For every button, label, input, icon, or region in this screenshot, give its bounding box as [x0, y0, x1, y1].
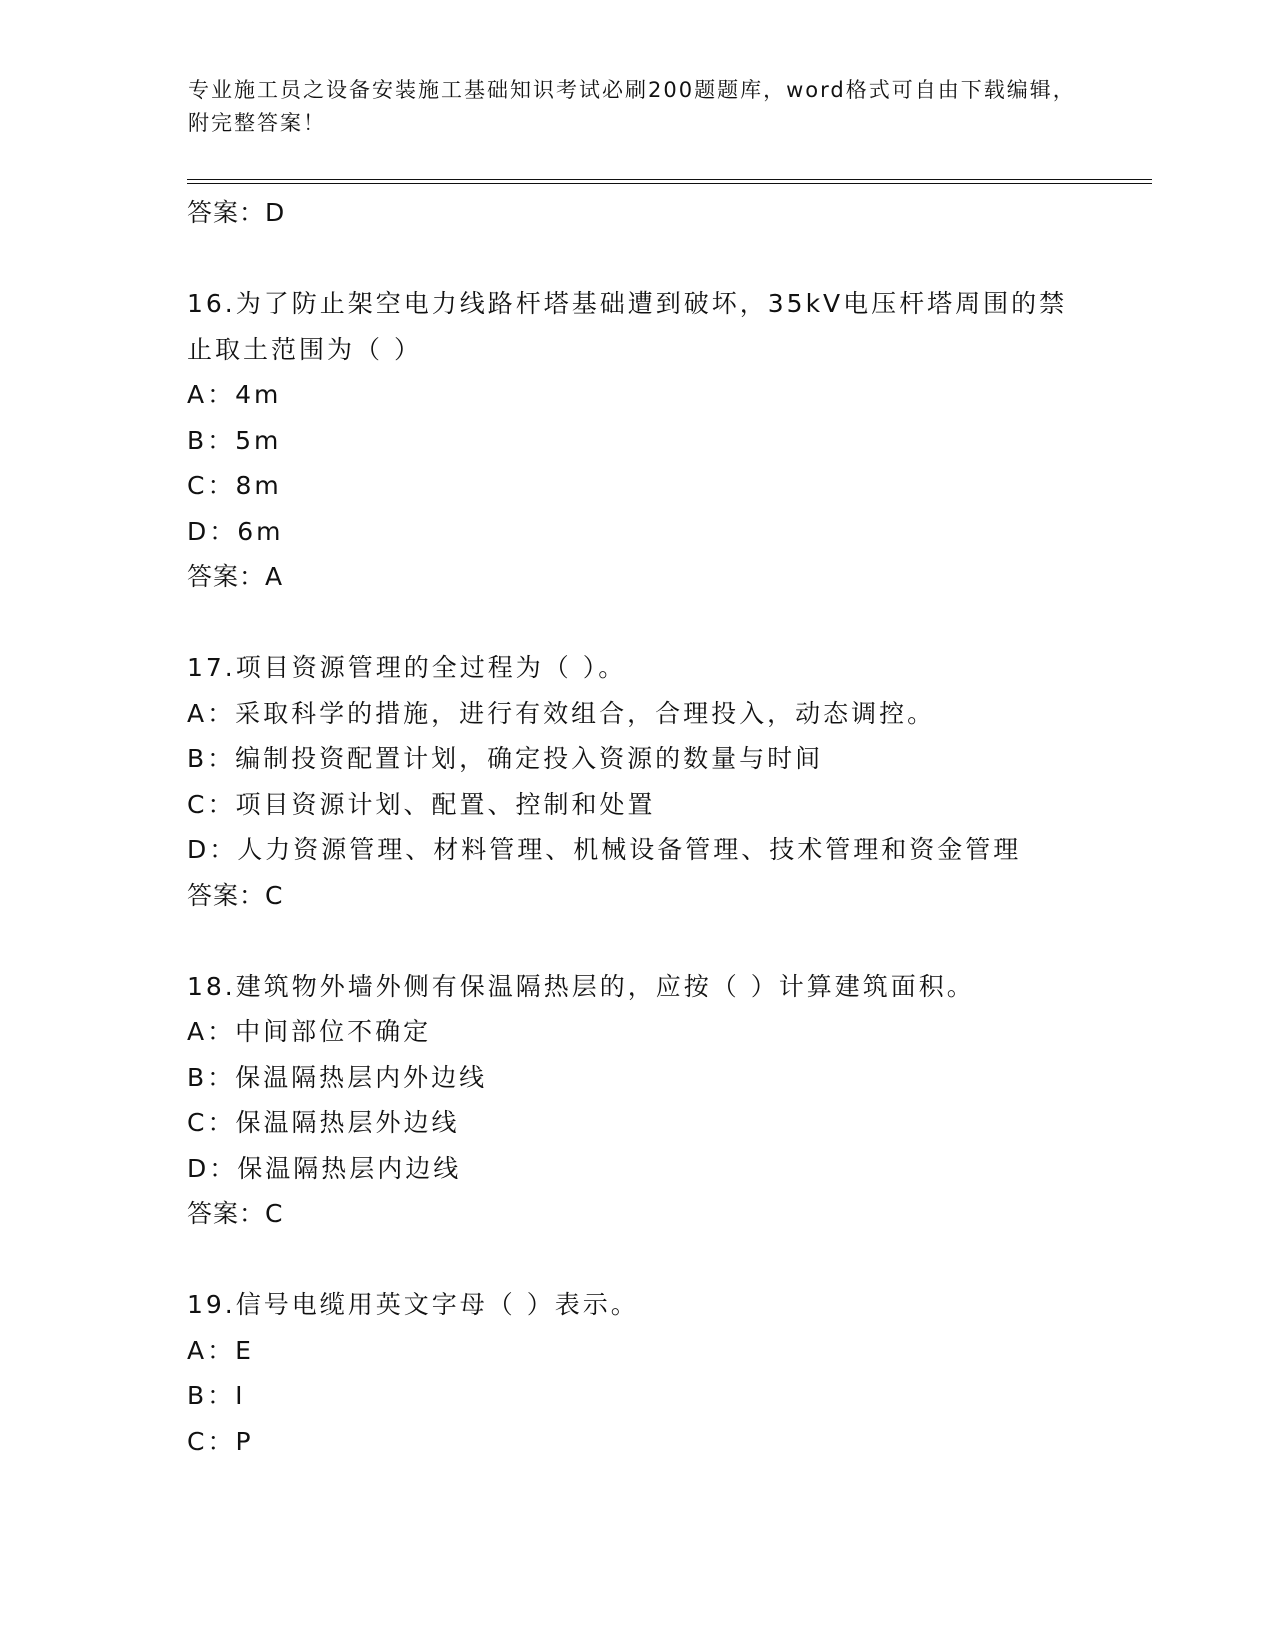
answer-label: 答案：D: [187, 198, 286, 227]
option-a: A：E: [187, 1335, 254, 1365]
question-17: [187, 645, 1147, 918]
option-c: C：项目资源计划、配置、控制和处置: [187, 789, 656, 819]
option-b: B：5m: [187, 425, 282, 455]
option-b: B：保温隔热层内外边线: [187, 1062, 488, 1092]
question-text: 18.建筑物外墙外侧有保温隔热层的，应按（ ）计算建筑面积。: [187, 971, 975, 1001]
option-c: C：8m: [187, 471, 282, 500]
question-text: 17.项目资源管理的全过程为（ ）。: [187, 653, 627, 682]
option-c: C：保温隔热层外边线: [187, 1108, 460, 1137]
option-c: C：P: [187, 1426, 254, 1456]
option-a: A：中间部位不确定: [187, 1017, 432, 1046]
question-16: [187, 281, 1147, 599]
option-d: D：人力资源管理、材料管理、机械设备管理、技术管理和资金管理: [187, 835, 1022, 864]
document-header: 专业施工员之设备安装施工基础知识考试必刷200题题库，word格式可自由下载编辑，附完整答案！: [188, 78, 1076, 135]
header-divider-top: [187, 179, 1152, 180]
question-18: [187, 964, 1147, 1237]
option-a: A：4m: [187, 380, 282, 409]
question-text: 19.信号电缆用英文字母（ ）表示。: [187, 1290, 639, 1319]
answer-label: 答案：C: [187, 880, 284, 910]
answer-label: 答案：A: [187, 562, 284, 591]
option-a: A：采取科学的措施，进行有效组合，合理投入，动态调控。: [187, 698, 936, 728]
answer-label: 答案：C: [187, 1199, 284, 1228]
header-divider-bottom: [187, 183, 1152, 184]
question-text: 16.为了防止架空电力线路杆塔基础遭到破坏，35kV电压杆塔周围的禁止取土范围为（ ）: [187, 289, 1068, 364]
option-d: D：保温隔热层内边线: [187, 1153, 462, 1183]
question-19: [187, 1282, 1147, 1464]
option-b: B：编制投资配置计划，确定投入资源的数量与时间: [187, 744, 824, 773]
question-list: [187, 190, 1147, 1464]
option-d: D：6m: [187, 516, 284, 546]
option-b: B：I: [187, 1381, 246, 1410]
